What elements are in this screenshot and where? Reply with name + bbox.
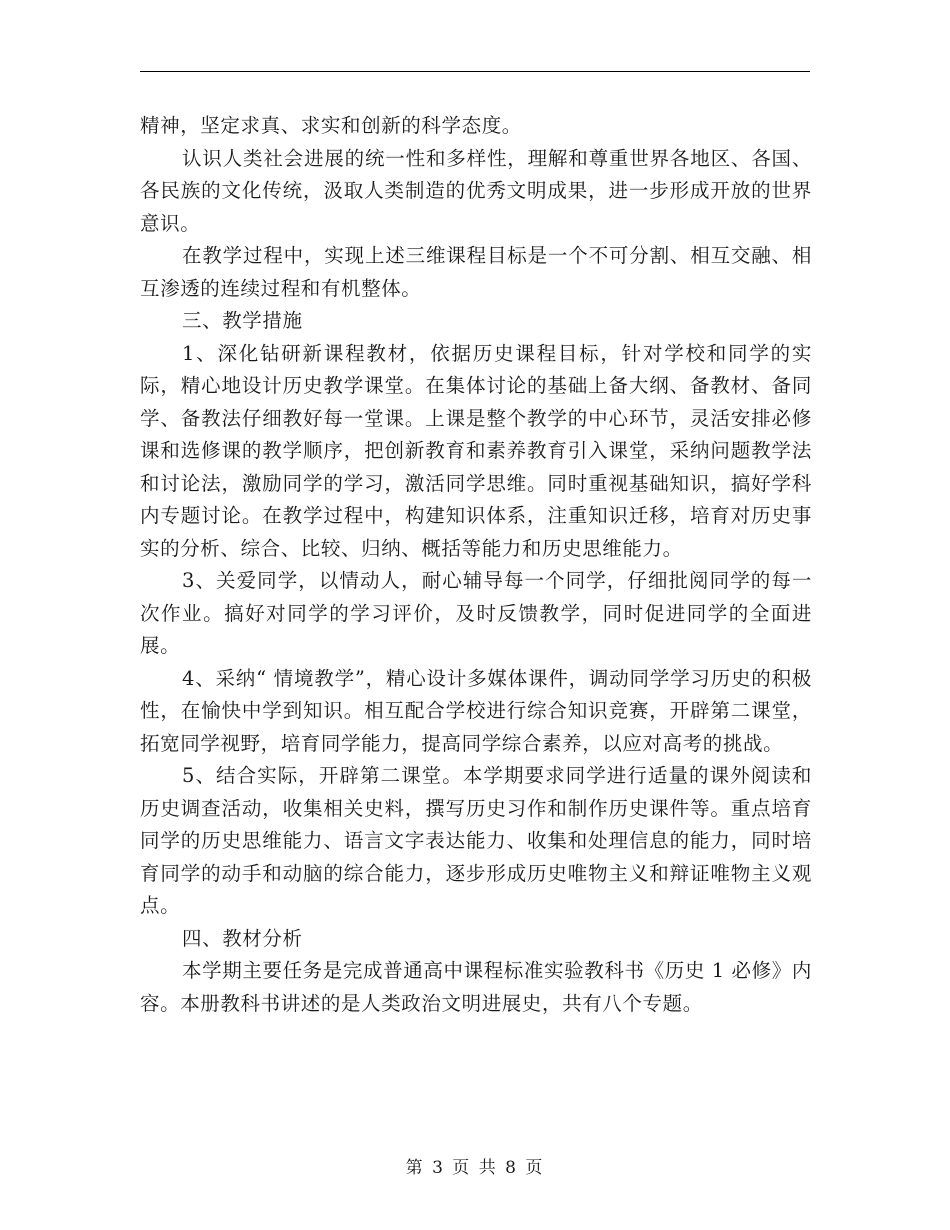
section-heading-teaching-measures: 三、教学措施 <box>182 309 303 332</box>
header-rule <box>140 71 810 72</box>
section-heading-textbook-analysis: 四、教材分析 <box>182 926 303 950</box>
paragraph-textbook-analysis: 本学期主要任务是完成普通高中课程标准实验教科书《历史 1 必修》内容。本册教科书讲述的是人类政治文明进展史，共有八个专题。 <box>140 959 812 1015</box>
paragraph-measure-3: 3、关爱同学，以情动人，耐心辅导每一个同学，仔细批阅同学的每一次作业。搞好对同学的学习评价，及时反馈教学，同时促进同学的全面进展。 <box>140 569 812 657</box>
paragraph-1: 精神，坚定求真、求实和创新的科学态度。 <box>140 114 522 137</box>
paragraph-measure-5: 5、结合实际，开辟第二课堂。本学期要求同学进行适量的课外阅读和历史调查活动，收集相关史料，撰写历史习作和制作历史课件等。重点培育同学的历史思维能力、语言文字表达能力、收集和处理信息的能力，同时培育同学的动手和动脑的综合能力，逐步形成历史唯物主义和辩证唯物主义观点。 <box>140 764 812 917</box>
document-body <box>140 110 812 1020</box>
page-number-footer: 第 3 页 共 8 页 <box>405 1158 545 1178</box>
paragraph-3: 在教学过程中，实现上述三维课程目标是一个不可分割、相互交融、相互渗透的连续过程和有机整体。 <box>140 244 812 300</box>
paragraph-measure-1: 1、深化钻研新课程教材，依据历史课程目标，针对学校和同学的实际，精心地设计历史教学课堂。在集体讨论的基础上备大纲、备教材、备同学、备教法仔细教好每一堂课。上课是整个教学的中心环节，灵活安排必修课和选修课的教学顺序，把创新教育和素养教育引入课堂，采纳问题教学法和讨论法，激励同学的学习，激活同学思维。同时重视基础知识，搞好学科内专题讨论。在教学过程中，构建知识体系，注重知识迁移，培育对历史事实的分析、综合、比较、归纳、概括等能力和历史思维能力。 <box>140 341 812 560</box>
paragraph-2: 认识人类社会进展的统一性和多样性，理解和尊重世界各地区、各国、各民族的文化传统，汲取人类制造的优秀文明成果，进一步形成开放的世界意识。 <box>140 146 812 235</box>
paragraph-measure-4: 4、采纳“ 情境教学”，精心设计多媒体课件，调动同学学习历史的积极性，在愉快中学到知识。相互配合学校进行综合知识竞赛，开辟第二课堂，拓宽同学视野，培育同学能力，提高同学综合素养，以应对高考的挑战。 <box>140 666 812 755</box>
